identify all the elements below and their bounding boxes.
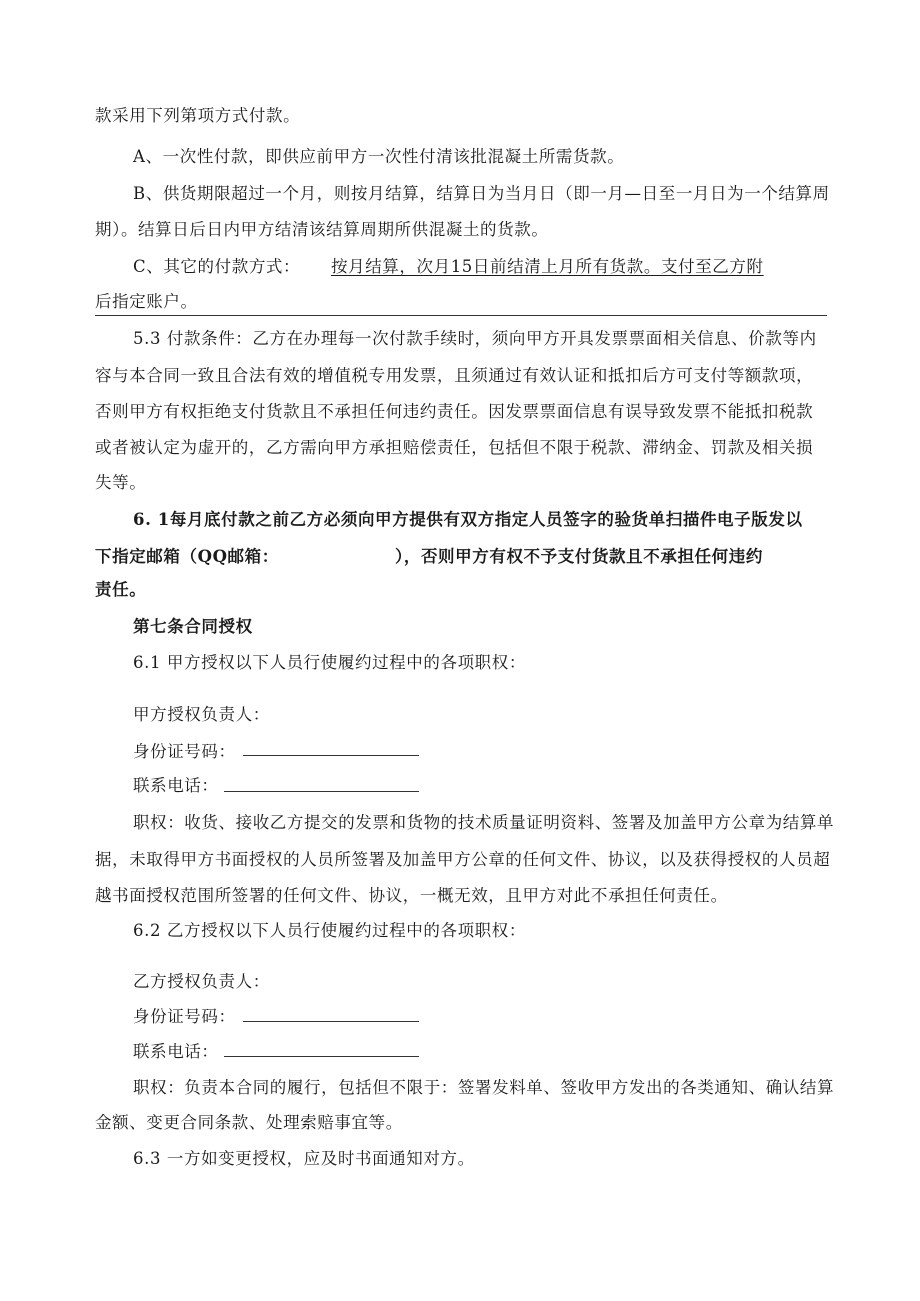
party-b-id-blank [243,1021,419,1022]
party-a-duty-line2: 据，未取得甲方书面授权的人员所签署及加盖甲方公章的任何文件、协议，以及获得授权的人员超 [95,850,831,869]
payment-method-intro: 款采用下列第项方式付款。 [95,106,301,125]
clause-6-1-bold-line3: 责任。 [95,580,147,599]
party-a-id-label: 身份证号码： [133,742,236,761]
party-b-duty-line2: 金额、变更合同条款、处理索赔事宜等。 [95,1113,403,1132]
clause-5-3-line5: 失等。 [95,473,147,492]
party-a-phone-blank [224,791,419,792]
clause-6-3: 6.3 一方如变更授权，应及时书面通知对方。 [133,1149,475,1168]
clause-6-1-bold-line2b: ），否则甲方有权不予支付货款且不承担任何违约 [395,547,763,566]
clause-6-2-intro: 6.2 乙方授权以下人员行使履约过程中的各项职权： [133,921,526,940]
party-a-id-blank [243,755,419,756]
article-7-title: 第七条合同授权 [133,617,253,636]
party-b-duty-line1: 职权：负责本合同的履行，包括但不限于：签署发料单、签收甲方发出的各类通知、确认结算 [133,1078,835,1097]
payment-option-b-line1: B、供货期限超过一个月，则按月结算，结算日为当月日（即一月—日至一月日为一个结算周 [133,184,830,203]
party-b-phone-label: 联系电话： [133,1042,219,1061]
clause-6-1-intro: 6.1 甲方授权以下人员行使履约过程中的各项职权： [133,653,526,672]
clause-6-1-bold-line2a: 下指定邮箱（QQ邮箱： [95,547,279,566]
clause-5-3-line4: 或者被认定为虚开的，乙方需向甲方承担赔偿责任，包括但不限于税款、滞纳金、罚款及相关损 [95,438,814,457]
payment-option-c-value: 按月结算，次月15日前结清上月所有货款。支付至乙方附 [331,257,764,276]
party-b-phone-blank [224,1056,419,1057]
payment-option-c-label: C、其它的付款方式： [133,257,301,276]
party-b-id-label: 身份证号码： [133,1007,236,1026]
party-b-authorized-person-label: 乙方授权负责人： [133,972,270,991]
payment-option-c-tail: 后指定账户。 [95,292,198,311]
clause-6-1-bold-line1: 6. 1每月底付款之前乙方必须向甲方提供有双方指定人员签字的验货单扫描件电子版发以 [133,510,803,529]
party-a-authorized-person-label: 甲方授权负责人： [133,705,270,724]
section-divider [95,315,827,316]
clause-5-3-line1: 5.3 付款条件：乙方在办理每一次付款手续时，须向甲方开具发票票面相关信息、价款等内 [133,329,817,348]
party-a-duty-line3: 越书面授权范围所签署的任何文件、协议，一概无效，且甲方对此不承担任何责任。 [95,886,728,905]
clause-5-3-line3: 否则甲方有权拒绝支付货款且不承担任何违约责任。因发票票面信息有误导致发票不能抵扣税款 [95,402,814,421]
payment-option-a: A、一次性付款，即供应前甲方一次性付清该批混凝土所需货款。 [133,147,625,166]
payment-option-b-line2: 期）。结算日后日内甲方结清该结算周期所供混凝土的货款。 [95,220,549,239]
clause-5-3-line2: 容与本合同一致且合法有效的增值税专用发票，且须通过有效认证和抵扣后方可支付等额款项， [95,366,814,385]
party-a-phone-label: 联系电话： [133,776,219,795]
party-a-duty-line1: 职权：收货、接收乙方提交的发票和货物的技术质量证明资料、签署及加盖甲方公章为结算单 [133,813,835,832]
